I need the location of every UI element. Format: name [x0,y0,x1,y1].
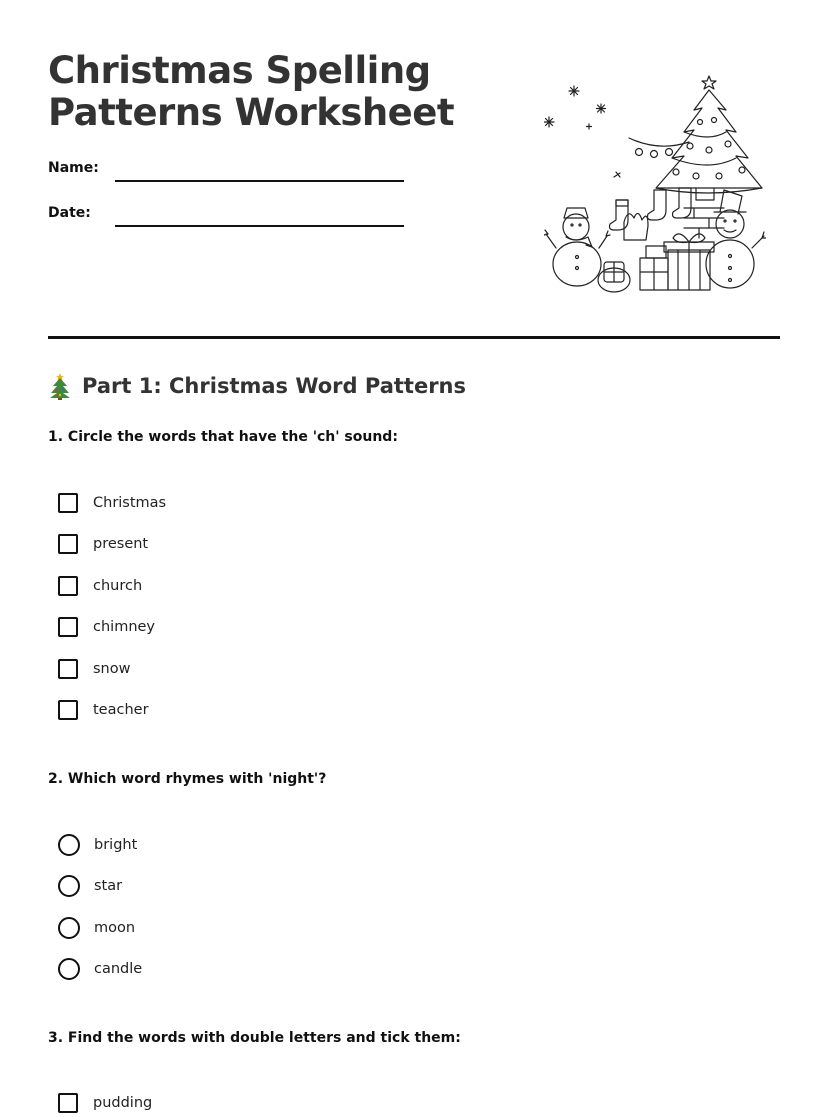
q1-option-present[interactable] [58,532,148,556]
radio-button[interactable] [58,917,80,939]
question-3-prompt: 3. Find the words with double letters and tick them: [48,1030,461,1046]
question-2-prompt: 2. Which word rhymes with 'night'? [48,771,327,787]
worksheet-title [48,50,468,134]
radio-button[interactable] [58,875,80,897]
radio-button[interactable] [58,958,80,980]
snowflake-icon [544,86,606,129]
q1-option-chimney[interactable] [58,615,155,639]
worksheet-page [48,0,780,1118]
stocking-icon [610,188,692,230]
checkbox[interactable] [58,659,78,679]
q2-option-star[interactable] [58,874,122,898]
option-label: moon [94,920,136,936]
q1-option-snow[interactable] [58,657,130,681]
gift-icon [598,234,714,292]
q1-option-christmas[interactable] [58,491,166,515]
option-label: star [94,878,123,894]
q3-option-pudding[interactable] [58,1091,152,1115]
option-label: candle [94,961,143,977]
part-1-heading-text: Part 1: Christmas Word Patterns [82,374,467,398]
christmas-tree-icon [614,76,762,200]
q2-option-bright[interactable] [58,833,137,857]
part-1-heading [48,372,466,400]
q1-option-teacher[interactable] [58,698,149,722]
checkbox[interactable] [58,493,78,513]
name-field[interactable] [115,180,404,182]
radio-button[interactable] [58,834,80,856]
title-line-2: Patterns Worksheet [48,91,455,134]
christmas-tree-icon [48,372,72,400]
option-label: church [93,578,143,594]
question-1-prompt: 1. Circle the words that have the 'ch' sound: [48,429,398,445]
q2-option-candle[interactable] [58,957,142,981]
option-label: snow [93,661,131,677]
option-label: teacher [93,702,149,718]
option-label: present [93,536,149,552]
option-label: Christmas [93,495,167,511]
checkbox[interactable] [58,617,78,637]
q1-option-church[interactable] [58,574,142,598]
option-label: pudding [93,1095,153,1111]
fireplace-icon [624,208,724,240]
name-label: Name: [48,160,99,176]
checkbox[interactable] [58,1093,78,1113]
section-divider [48,336,780,339]
checkbox[interactable] [58,534,78,554]
christmas-tree-snowmen-illustration [544,72,766,294]
option-label: bright [94,837,138,853]
title-line-1: Christmas Spelling [48,49,431,92]
snowman-icon [706,190,766,288]
checkbox[interactable] [58,700,78,720]
q2-option-moon[interactable] [58,916,135,940]
date-field[interactable] [115,225,404,227]
option-label: chimney [93,619,156,635]
date-label: Date: [48,205,91,221]
checkbox[interactable] [58,576,78,596]
